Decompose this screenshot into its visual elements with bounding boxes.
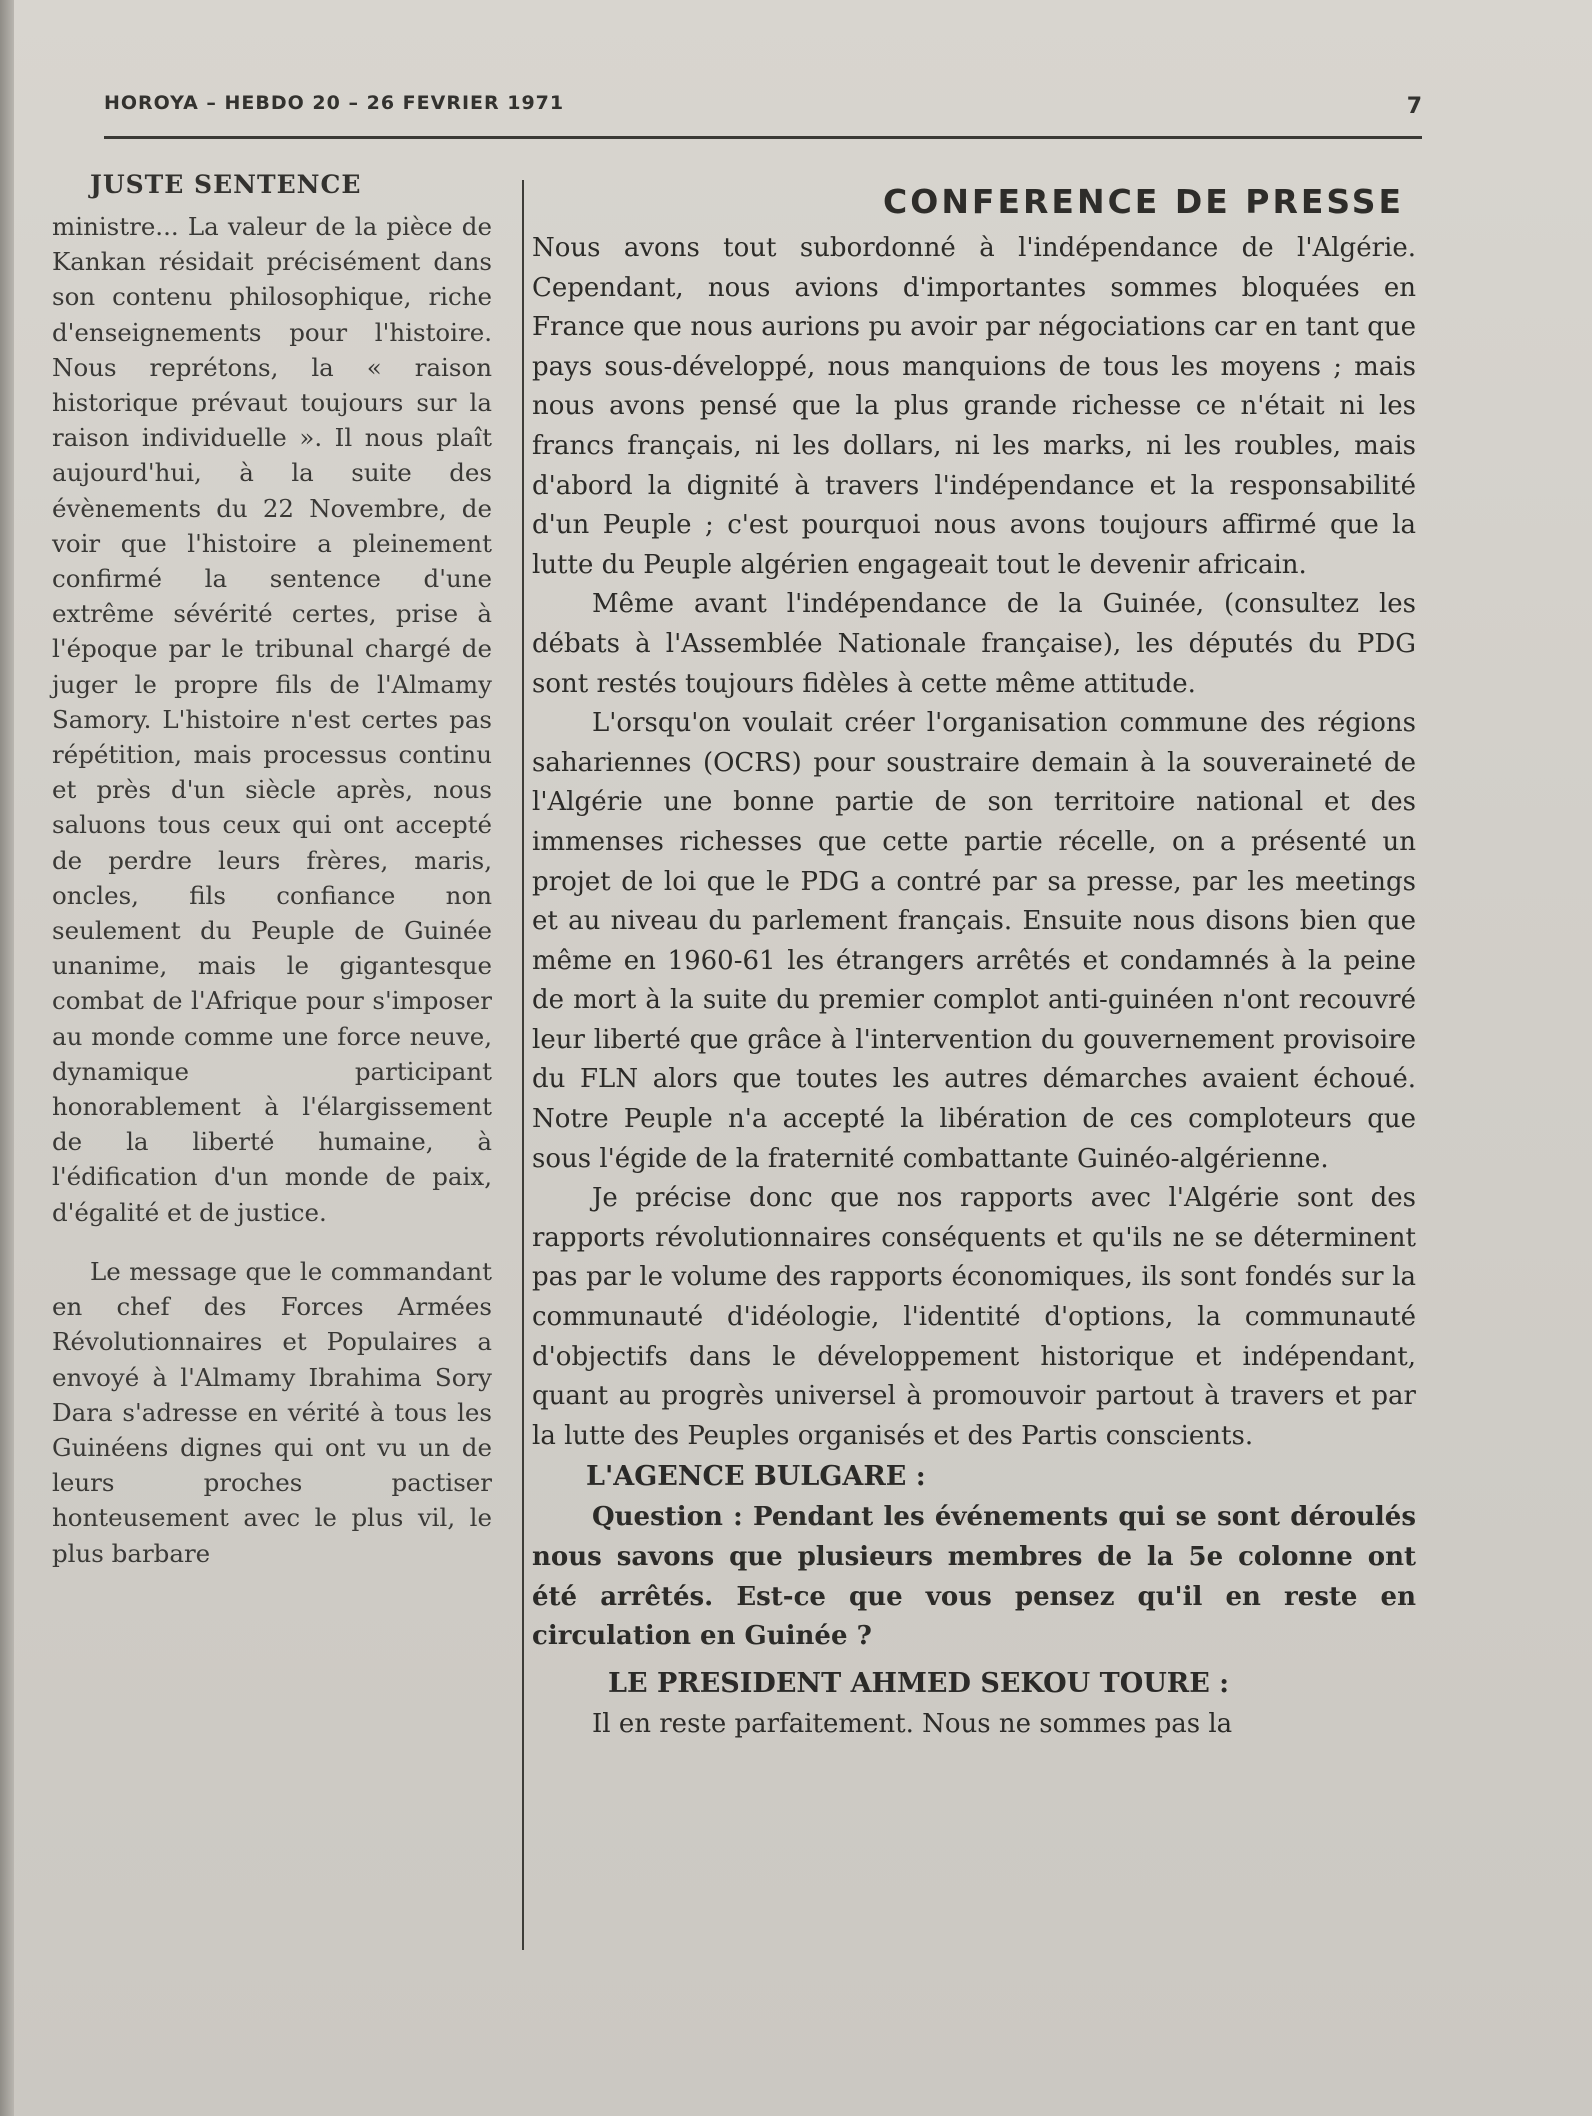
column-divider: [522, 180, 524, 1950]
right-paragraph-2: Même avant l'indépendance de la Guinée, (consultez les débats à l'Assemblée Nationale française), les députés du PDG sont restés toujours fidèles à cette même attitude.: [532, 589, 1416, 699]
page-spine: [0, 0, 14, 2116]
right-paragraph-4: Je précise donc que nos rapports avec l'Algérie sont des rapports révolutionnaires conséquents et qu'ils ne se déterminent pas par le volume des rapports économiques, ils sont fondés sur la communauté d'idéologie, l'identité d'options, la communauté d'objectifs dans le développement historique et indépendant, quant au progrès universel à promouvoir partout à travers et par la lutte des Peuples organisés et des Partis conscients.: [532, 1183, 1416, 1451]
page-header: [104, 92, 1422, 139]
right-paragraph-1: Nous avons tout subordonné à l'indépendance de l'Algérie. Cependant, nous avions d'importantes sommes bloquées en France que nous aurions pu avoir par négociations car en tant que pays sous-développé, nous manquions de tous les moyens ; mais nous avons pensé que la plus grande richesse ce n'était ni les francs français, ni les dollars, ni les marks, ni les roubles, mais d'abord la dignité à travers l'indépendance et la responsabilité d'un Peuple ; c'est pourquoi nous avons toujours affirmé que la lutte du Peuple algérien engageait tout le devenir africain.: [532, 233, 1416, 580]
page-number: 7: [1406, 94, 1422, 119]
article-heading: CONFERENCE DE PRESSE: [883, 182, 1404, 221]
left-column-heading: JUSTE SENTENCE: [90, 170, 362, 199]
header-title: HOROYA – HEBDO 20 – 26 FEVRIER 1971: [104, 92, 565, 114]
left-paragraph-2: Le message que le commandant en chef des Forces Armées Révolutionnaires et Populaires a envoyé à l'Almamy Ibrahima Sory Dara s'adresse en vérité à tous les Guinéens dignes qui ont vu un de leurs proches pactiser honteusement avec le plus vil, le plus barbare: [52, 1256, 492, 1568]
left-paragraph-1: ministre... La valeur de la pièce de Kankan résidait précisément dans son contenu philosophique, riche d'enseignements pour l'histoire. Nous reprétons, la « raison historique prévaut toujours sur la raison individuelle ». Il nous plaît aujourd'hui, à la suite des évènements du 22 Novembre, de voir que l'histoire a pleinement confirmé la sentence d'une extrême sévérité certes, prise à l'époque par le tribunal chargé de juger le propre fils de l'Almamy Samory. L'histoire n'est certes pas répétition, mais processus continu et près d'un siècle après, nous saluons tous ceux qui ont accepté de perdre leurs frères, maris, oncles, fils confiance non seulement du Peuple de Guinée unanime, mais le gigantesque combat de l'Afrique pour s'imposer au monde comme une force neuve, dynamique participant honorablement à l'élargissement de la liberté humaine, à l'édification d'un monde de paix, d'égalité et de justice.: [52, 212, 492, 1227]
speaker-president: LE PRESIDENT AHMED SEKOU TOURE :: [608, 1667, 1230, 1699]
question-paragraph: Question : Pendant les événements qui se sont déroulés nous savons que plusieurs membres de la 5e colonne ont été arrêtés. Est-ce que vous pensez qu'il en reste en circulation en Guinée ?: [532, 1502, 1416, 1652]
right-paragraph-3: L'orsqu'on voulait créer l'organisation commune des régions sahariennes (OCRS) pour soustraire demain à la souveraineté de l'Algérie une bonne partie de son territoire national et des immenses richesses que cette partie récelle, on a présenté un projet de loi que le PDG a contré par sa presse, par les meetings et au niveau du parlement français. Ensuite nous disons bien que même en 1960-61 les étrangers arrêtés et condamnés à la peine de mort à la suite du premier complot anti-guinéen n'ont recouvré leur liberté que grâce à l'intervention du gouvernement provisoire du FLN alors que toutes les autres démarches avaient échoué. Notre Peuple n'a accepté la libération de ces comploteurs que sous l'égide de la fraternité combattante Guinéo-algérienne.: [532, 708, 1416, 1174]
speaker-bulgarian-agency: L'AGENCE BULGARE :: [586, 1461, 926, 1493]
right-column: [532, 182, 1416, 1744]
left-column: [52, 170, 492, 1595]
answer-paragraph: Il en reste parfaitement. Nous ne sommes pas la: [592, 1708, 1233, 1739]
